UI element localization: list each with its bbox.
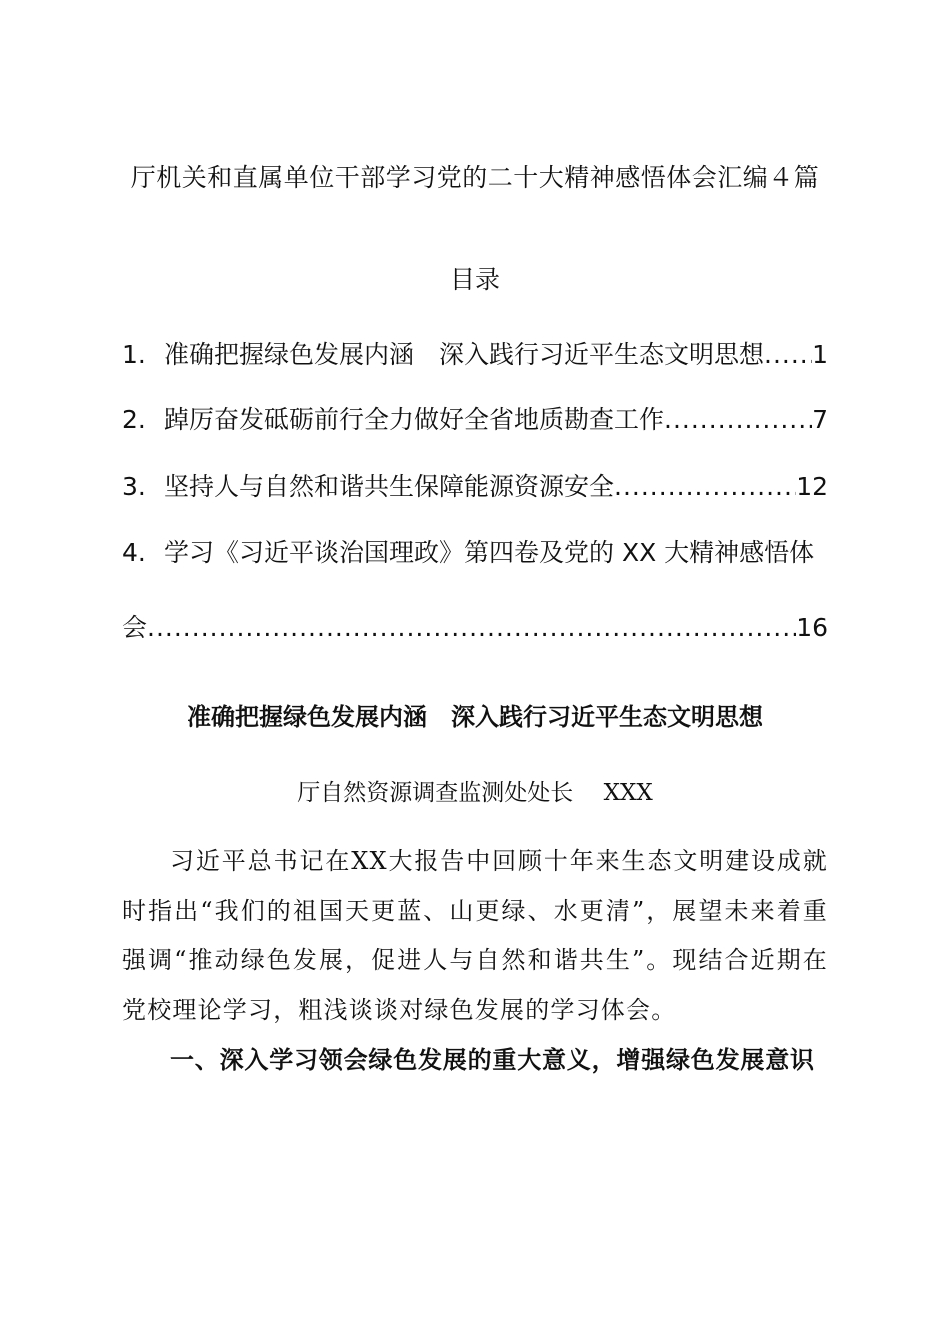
toc-entry-text: 坚持人与自然和谐共生保障能源资源安全 (164, 472, 615, 501)
document-title: 厅机关和直属单位干部学习党的二十大精神感悟体会汇编４篇 (130, 163, 820, 192)
toc-entry-number: 2. (122, 405, 146, 434)
toc-heading: 目录 (449, 265, 500, 294)
toc-entry-page: 16 (796, 613, 828, 642)
toc-entry-page: 7 (812, 405, 828, 434)
toc-entry-2[interactable] (122, 402, 828, 438)
article-author: 厅自然资源调查监测处处长 XXX (297, 780, 653, 806)
toc-leader-dots (614, 469, 796, 505)
toc-leader-dots (147, 610, 796, 646)
toc-entry-text: 准确把握绿色发展内涵 深入践行习近平生态文明思想 (164, 340, 765, 369)
toc-entry-page: 12 (796, 472, 828, 501)
toc-entry-4-continued[interactable] (122, 610, 828, 646)
body-paragraph: 习近平总书记在XX大报告中回顾十年来生态文明建设成就时指出“我们的祖国天更蓝、山更绿、水更清”，展望未来着重强调“推动绿色发展，促进人与自然和谐共生”。现结合近期在党校理论学习，粗浅谈谈对绿色发展的学习体会。 (122, 847, 828, 1024)
toc-entry-4[interactable] (122, 535, 828, 571)
toc-entry-1[interactable] (122, 337, 828, 373)
article-title: 准确把握绿色发展内涵 深入践行习近平生态文明思想 (187, 702, 763, 731)
toc-entry-page: 1 (812, 340, 828, 369)
toc-entry-number: 1. (122, 340, 146, 369)
toc-entry-number: 4. (122, 538, 146, 567)
toc-leader-dots (764, 337, 812, 373)
toc-entry-number: 3. (122, 472, 146, 501)
toc-entry-text: 会 (122, 613, 148, 642)
toc-leader-dots (664, 402, 812, 438)
toc-entry-3[interactable] (122, 469, 828, 505)
toc-entry-text: 学习《习近平谈治国理政》第四卷及党的 XX 大精神感悟体 (164, 538, 815, 567)
toc-entry-text: 踔厉奋发砥砺前行全力做好全省地质勘查工作 (164, 405, 665, 434)
section-heading: 一、深入学习领会绿色发展的重大意义，增强绿色发展意识 (170, 1046, 815, 1074)
